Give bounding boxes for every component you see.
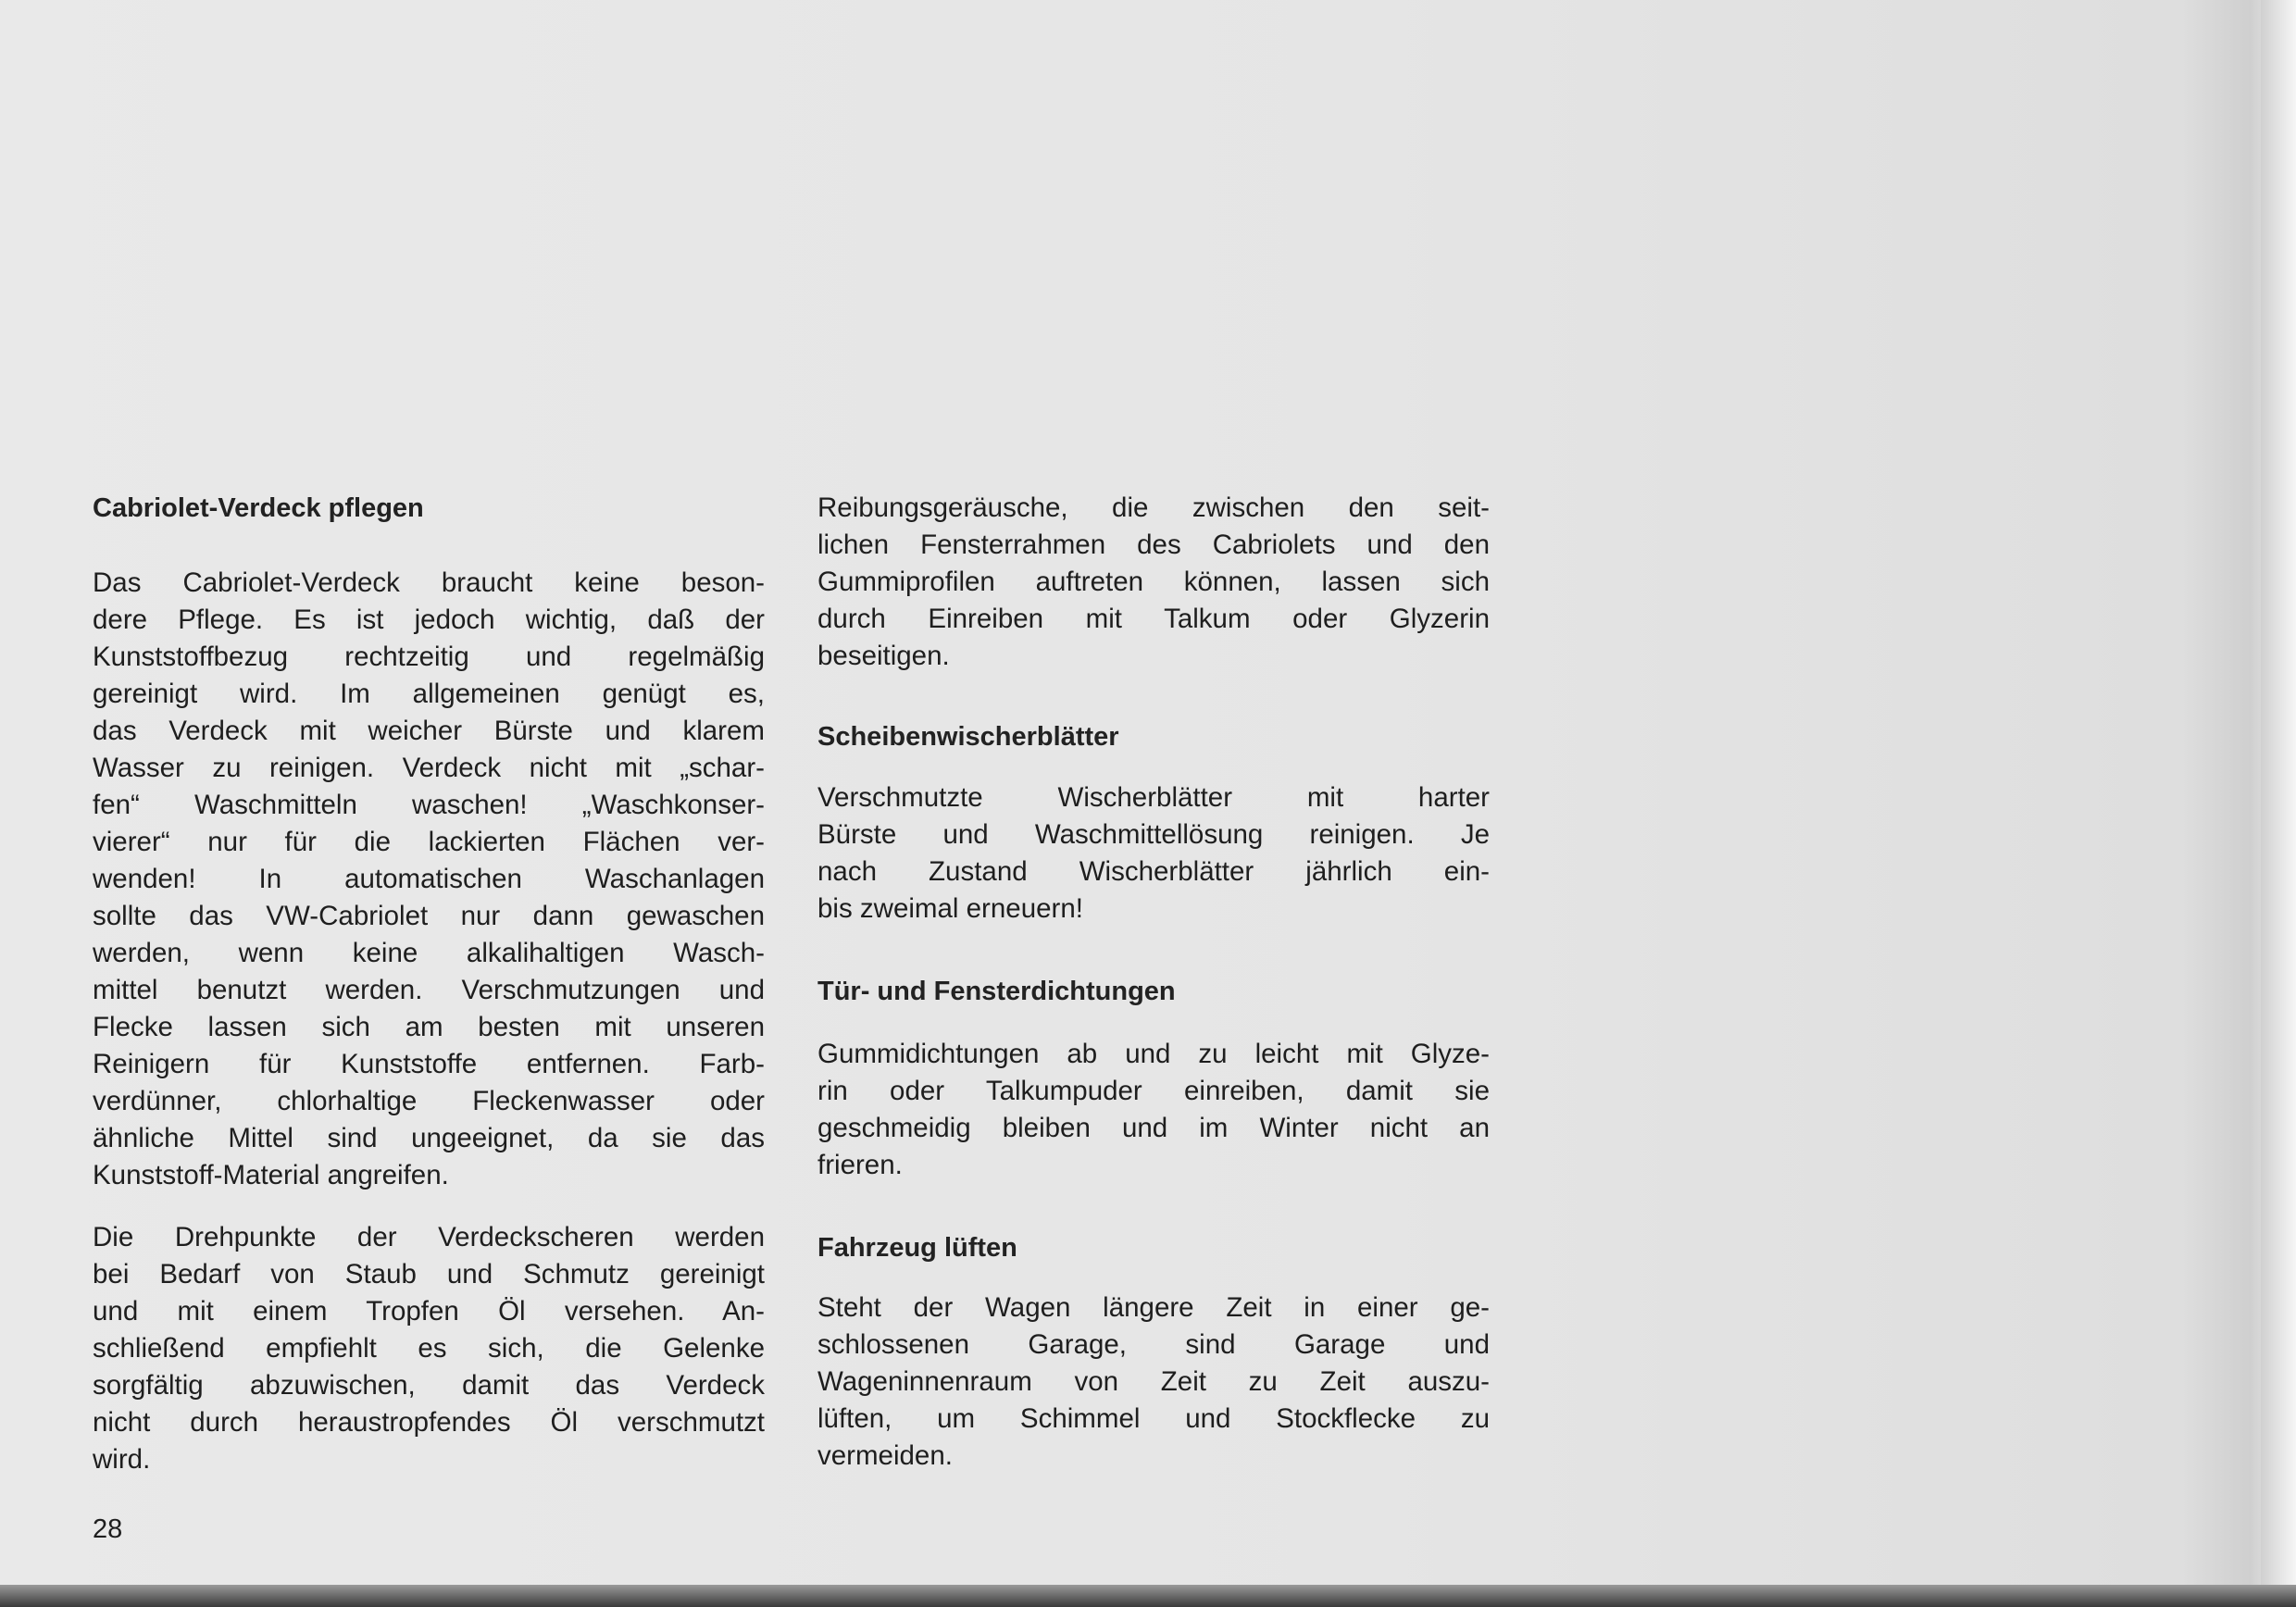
section-heading-dichtungen: [817, 973, 1490, 1010]
section-heading-cabriolet-verdeck: [93, 490, 765, 527]
text-line: werden, wenn keine alkalihaltigen Wasch-: [93, 938, 765, 968]
text-line: sollte das VW-Cabriolet nur dann gewaschen: [93, 901, 765, 931]
text-line: Die Drehpunkte der Verdeckscheren werden: [93, 1222, 765, 1252]
text-line: rin oder Talkumpuder einreiben, damit sie: [817, 1076, 1490, 1106]
paragraph-verdeck-pflege: [93, 565, 765, 1194]
section-heading-scheibenwischer: [817, 718, 1490, 755]
text-line: und mit einem Tropfen Öl versehen. An-: [93, 1296, 765, 1327]
section-heading-fahrzeug-lueften: [817, 1229, 1490, 1266]
text-line: mittel benutzt werden. Verschmutzungen und: [93, 975, 765, 1005]
text-line: bis zweimal erneuern!: [817, 893, 1083, 924]
paragraph-fahrzeug-lueften: [817, 1289, 1490, 1475]
text-line: wenden! In automatischen Waschanlagen: [93, 864, 765, 894]
text-line: Flecke lassen sich am besten mit unseren: [93, 1012, 765, 1042]
text-line: durch Einreiben mit Talkum oder Glyzerin: [817, 604, 1490, 634]
text-line: lichen Fensterrahmen des Cabriolets und den: [817, 529, 1490, 560]
text-line: Kunststoff-Material angreifen.: [93, 1160, 449, 1190]
text-line: verdünner, chlorhaltige Fleckenwasser oder: [93, 1086, 765, 1116]
text-line: wird.: [93, 1444, 151, 1475]
text-line: Reinigern für Kunststoffe entfernen. Farb-: [93, 1049, 765, 1079]
text-line: sorgfältig abzuwischen, damit das Verdeck: [93, 1370, 765, 1401]
text-line: geschmeidig bleiben und im Winter nicht an: [817, 1113, 1490, 1143]
text-line: nach Zustand Wischerblätter jährlich ein-: [817, 856, 1490, 887]
text-line: Wageninnenraum von Zeit zu Zeit auszu-: [817, 1366, 1490, 1397]
heading: Fahrzeug lüften: [817, 1233, 1017, 1263]
page-spine-edge: [2261, 0, 2296, 1585]
text-line: vierer“ nur für die lackierten Flächen ver-: [93, 827, 765, 857]
scan-bottom-edge: [0, 1585, 2296, 1607]
text-line: Reibungsgeräusche, die zwischen den seit-: [817, 492, 1490, 523]
heading: Cabriolet-Verdeck pflegen: [93, 493, 424, 523]
text-line: lüften, um Schimmel und Stockflecke zu: [817, 1403, 1490, 1434]
text-line: gereinigt wird. Im allgemeinen genügt es,: [93, 679, 765, 709]
text-line: Bürste und Waschmittellösung reinigen. Je: [817, 819, 1490, 850]
text-line: beseitigen.: [817, 641, 950, 671]
text-line: frieren.: [817, 1150, 903, 1180]
text-line: ähnliche Mittel sind ungeeignet, da sie das: [93, 1123, 765, 1153]
text-line: vermeiden.: [817, 1440, 953, 1471]
text-line: schließend empfiehlt es sich, die Gelenke: [93, 1333, 765, 1364]
heading: Tür- und Fensterdichtungen: [817, 977, 1176, 1006]
text-line: dere Pflege. Es ist jedoch wichtig, daß der: [93, 604, 765, 635]
text-line: nicht durch heraustropfendes Öl verschmutzt: [93, 1407, 765, 1438]
text-line: Das Cabriolet-Verdeck braucht keine beson-: [93, 567, 765, 598]
text-line: Wasser zu reinigen. Verdeck nicht mit „schar-: [93, 753, 765, 783]
paragraph-reibungsgeraeusche: [817, 490, 1490, 675]
paragraph-scheibenwischer: [817, 779, 1490, 928]
text-line: fen“ Waschmitteln waschen! „Waschkonser-: [93, 790, 765, 820]
heading: Scheibenwischerblätter: [817, 722, 1119, 752]
text-line: das Verdeck mit weicher Bürste und klarem: [93, 716, 765, 746]
text-line: Kunststoffbezug rechtzeitig und regelmäßig: [93, 642, 765, 672]
paragraph-dichtungen: [817, 1036, 1490, 1184]
text-line: Verschmutzte Wischerblätter mit harter: [817, 782, 1490, 813]
page-number: 28: [93, 1514, 123, 1544]
text-line: Gummidichtungen ab und zu leicht mit Glyze-: [817, 1039, 1490, 1069]
text-line: bei Bedarf von Staub und Schmutz gereinigt: [93, 1259, 765, 1289]
paragraph-drehpunkte: [93, 1219, 765, 1478]
text-line: Gummiprofilen auftreten können, lassen sich: [817, 567, 1490, 597]
text-line: Steht der Wagen längere Zeit in einer ge-: [817, 1292, 1490, 1323]
text-line: schlossenen Garage, sind Garage und: [817, 1329, 1490, 1360]
